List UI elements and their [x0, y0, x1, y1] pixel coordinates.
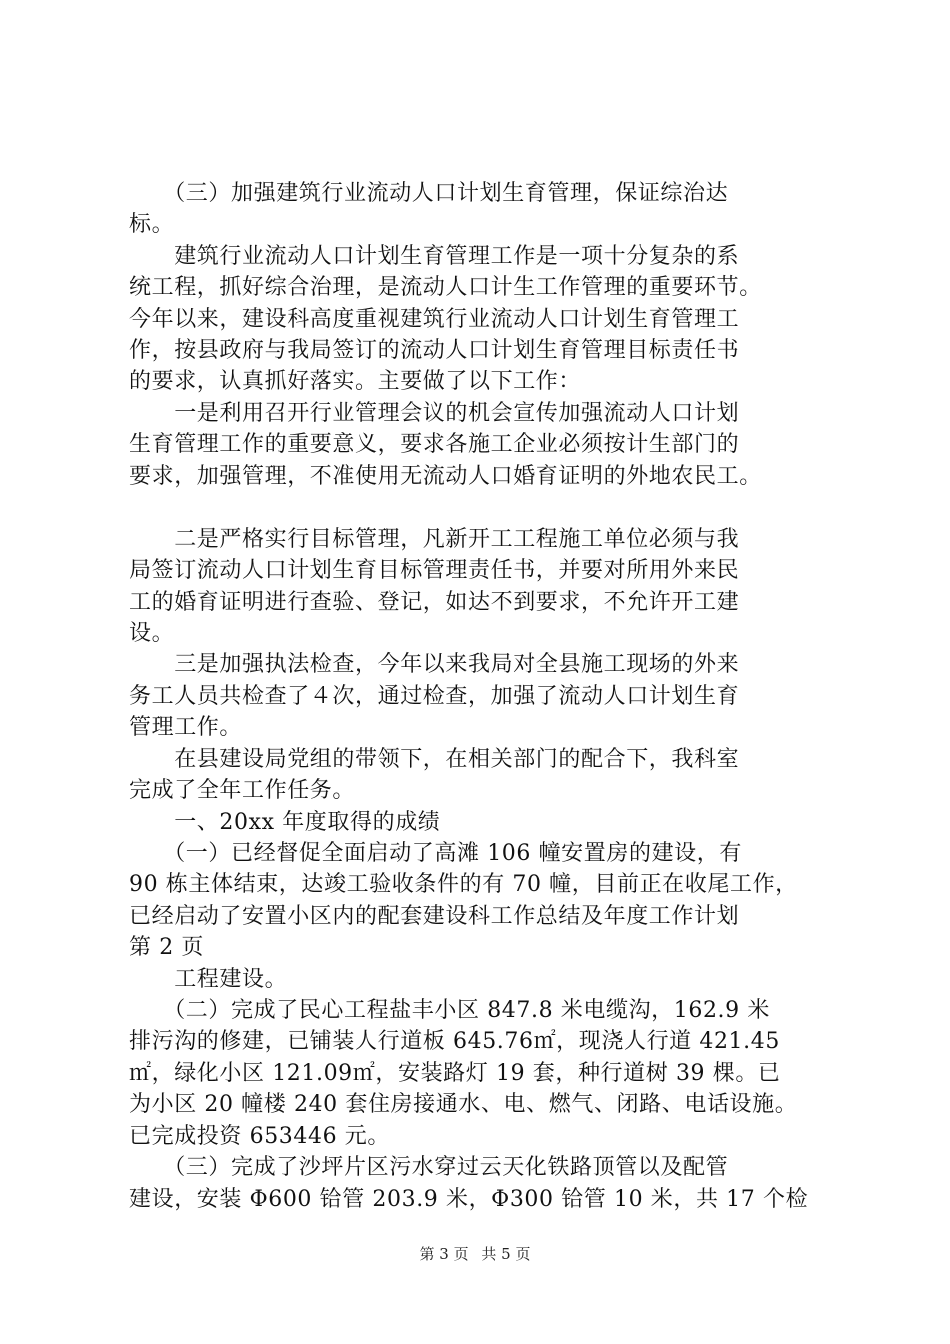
text-line: （三）完成了沙坪片区污水穿过云天化铁路顶管以及配管 — [129, 1155, 729, 1180]
text-line: 一、20xx 年度取得的成绩 — [129, 810, 441, 835]
text-line: 今年以来，建设科高度重视建筑行业流动人口计划生育管理工 — [129, 307, 740, 332]
text-line: 设。 — [129, 621, 175, 646]
text-line: ㎡，绿化小区 121.09㎡，安装路灯 19 套，种行道树 39 棵。已 — [129, 1061, 781, 1086]
text-line: 90 栋主体结束，达竣工验收条件的有 70 幢，目前正在收尾工作， — [129, 872, 798, 897]
page-total: 共 5 页 — [481, 1245, 531, 1263]
text-line: （一）已经督促全面启动了高滩 106 幢安置房的建设，有 — [129, 841, 742, 866]
text-line: 三是加强执法检查，今年以来我局对全县施工现场的外来 — [129, 652, 740, 677]
text-line: 建设，安装 Φ600 铪管 203.9 米，Φ300 铪管 10 米，共 17 个检 — [129, 1187, 809, 1212]
text-line: 标。 — [129, 212, 175, 237]
text-line: 第 2 页 — [129, 935, 204, 960]
text-line: 在县建设局党组的带领下，在相关部门的配合下，我科室 — [129, 747, 740, 772]
text-line: （三）加强建筑行业流动人口计划生育管理，保证综治达 — [129, 181, 729, 206]
text-line: 工程建设。 — [129, 967, 288, 992]
text-line: 排污沟的修建，已铺装人行道板 645.76㎡，现浇人行道 421.45 — [129, 1029, 780, 1054]
text-line: 要求，加强管理，不准使用无流动人口婚育证明的外地农民工。 — [129, 464, 762, 489]
text-line: 生育管理工作的重要意义，要求各施工企业必须按计生部门的 — [129, 432, 740, 457]
text-line: 二是严格实行目标管理，凡新开工工程施工单位必须与我 — [129, 527, 740, 552]
page-footer — [0, 1244, 950, 1264]
text-line: 作，按县政府与我局签订的流动人口计划生育管理目标责任书 — [129, 338, 740, 363]
text-line: 建筑行业流动人口计划生育管理工作是一项十分复杂的系 — [129, 244, 740, 269]
text-line: 一是利用召开行业管理会议的机会宣传加强流动人口计划 — [129, 401, 740, 426]
text-line: 务工人员共检查了４次，通过检查，加强了流动人口计划生育 — [129, 684, 740, 709]
page-number: 第 3 页 — [419, 1245, 469, 1263]
text-line: 为小区 20 幢楼 240 套住房接通水、电、燃气、闭路、电话设施。 — [129, 1092, 798, 1117]
text-line: 完成了全年工作任务。 — [129, 778, 356, 803]
text-line: （二）完成了民心工程盐丰小区 847.8 米电缆沟，162.9 米 — [129, 998, 770, 1023]
text-line: 局签订流动人口计划生育目标管理责任书，并要对所用外来民 — [129, 558, 740, 583]
text-line: 管理工作。 — [129, 715, 243, 740]
text-line: 已经启动了安置小区内的配套建设科工作总结及年度工作计划 — [129, 904, 740, 929]
text-line: 已完成投资 653446 元。 — [129, 1124, 390, 1149]
text-line: 统工程，抓好综合治理，是流动人口计生工作管理的重要环节。 — [129, 275, 762, 300]
text-line: 的要求，认真抓好落实。主要做了以下工作： — [129, 369, 582, 394]
text-line: 工的婚育证明进行查验、登记，如达不到要求，不允许开工建 — [129, 590, 740, 615]
